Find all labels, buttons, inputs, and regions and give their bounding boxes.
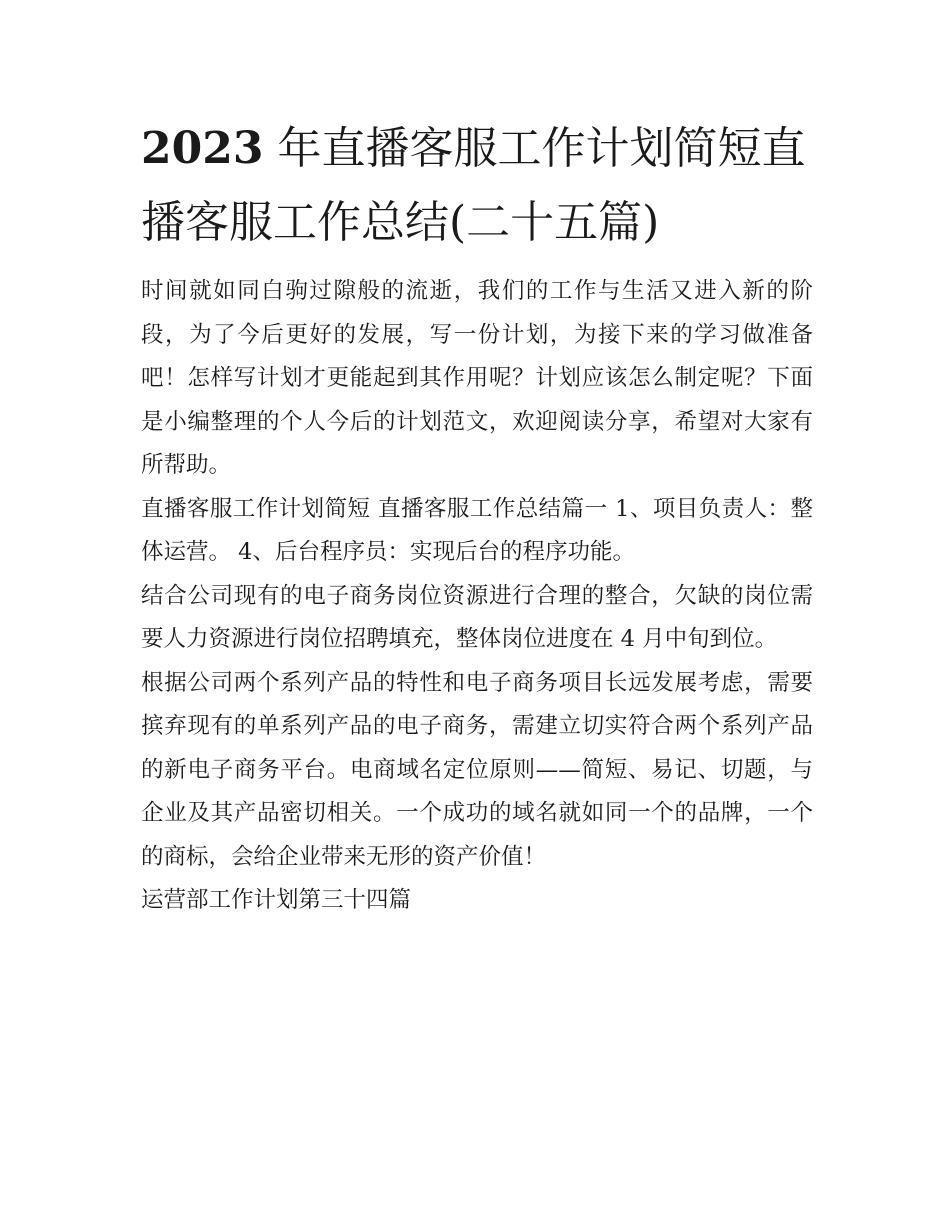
document-body: [141, 270, 813, 923]
paragraph-next-heading: 运营部工作计划第三十四篇: [141, 887, 412, 913]
paragraph-staffing: 结合公司现有的电子商务岗位资源进行合理的整合，欠缺的岗位需要人力资源进行岗位招聘填充，整体岗位进度在 4 月中旬到位。: [141, 582, 813, 652]
document-page: [141, 112, 813, 923]
paragraph-platform: 根据公司两个系列产品的特性和电子商务项目长远发展考虑，需要摈弃现有的单系列产品的电子商务，需建立切实符合两个系列产品的新电子商务平台。电商域名定位原则——简短、易记、切题，与企业及其产品密切相关。一个成功的域名就如同一个的品牌，一个的商标，会给企业带来无形的资产价值！: [141, 669, 813, 870]
paragraph-intro: 时间就如同白驹过隙般的流逝，我们的工作与生活又进入新的阶段，为了今后更好的发展，写一份计划，为接下来的学习做准备吧！怎样写计划才更能起到其作用呢？计划应该怎么制定呢？下面是小编整理的个人今后的计划范文，欢迎阅读分享，希望对大家有所帮助。: [141, 278, 813, 478]
title-text: 年直播客服工作计划简短直播客服工作总结(二十五篇): [141, 123, 806, 248]
title-year: 2023: [141, 123, 264, 174]
document-title: [141, 112, 813, 260]
paragraph-section-one: 直播客服工作计划简短 直播客服工作总结篇一 1、项目负责人：整体运营。 4、后台程序员：实现后台的程序功能。: [141, 495, 813, 565]
